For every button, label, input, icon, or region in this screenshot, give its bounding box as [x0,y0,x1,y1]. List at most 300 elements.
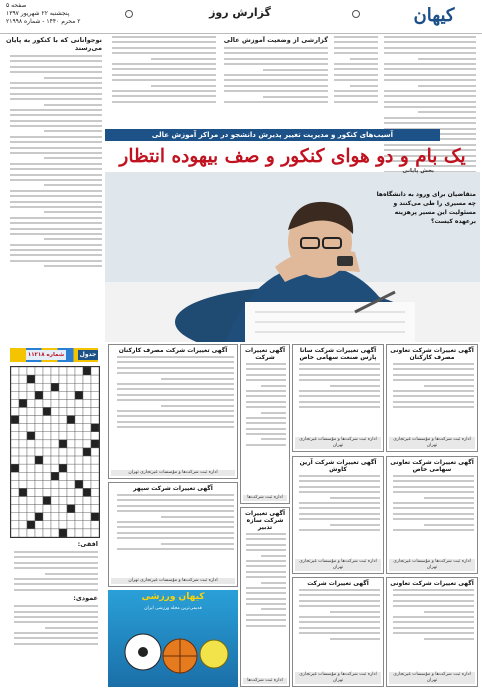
text-line [45,627,98,629]
crossword-cell [83,456,91,464]
crossword-cell [27,448,35,456]
text-line [299,486,380,488]
text-line [299,518,380,520]
ad-box [240,344,290,504]
text-line [384,106,476,108]
text-line [299,363,380,365]
crossword-cell [43,513,51,521]
text-line [14,643,98,645]
crossword-cell [83,432,91,440]
text-line [330,524,380,526]
crossword-black-cell [27,521,35,529]
crossword-cell [75,505,83,513]
text-line [393,480,474,482]
text-line [246,379,286,381]
crossword-cell [43,424,51,432]
crossword-black-cell [91,424,99,432]
text-line [393,368,474,370]
text-line [334,52,378,54]
text-line [299,491,380,493]
text-line [14,589,98,591]
crossword-cell [67,407,75,415]
text-line [10,152,102,154]
crossword-cell [27,391,35,399]
crossword-black-cell [11,416,19,424]
crossword-cell [19,456,27,464]
crossword-cell [75,407,83,415]
crossword-cell [67,497,75,505]
ad-box [386,344,478,452]
crossword-cell [67,440,75,448]
article-column-3 [332,36,378,126]
text-line [384,95,476,97]
text-line [393,491,474,493]
ad-title: آگهی تغییرات شرکت مصرف کارکنان [118,347,228,354]
text-line [393,594,474,596]
text-line [424,385,474,387]
text-line [44,157,102,159]
text-line [10,244,102,246]
text-line [246,401,286,403]
crossword-cell [83,505,91,513]
text-line [261,385,286,387]
classified-ads [108,344,478,689]
text-line [44,130,102,132]
text-line [384,117,476,119]
crossword-cell [51,399,59,407]
crossword-cell [11,472,19,480]
text-line [117,361,234,363]
crossword-cell [83,440,91,448]
text-line [14,616,98,618]
text-line [10,222,102,224]
text-line [299,594,380,596]
text-line [10,120,102,122]
text-line [330,611,380,613]
text-line [117,410,234,412]
crossword-cell [19,521,27,529]
text-line [299,589,380,591]
crossword-cell [51,407,59,415]
crossword-cell [67,383,75,391]
text-line [393,401,474,403]
crossword-cell [83,513,91,521]
text-line [393,406,474,408]
text-line [112,63,216,65]
crossword-cell [35,416,43,424]
crossword-cell [27,440,35,448]
crossword-cell [91,432,99,440]
text-line [224,52,328,54]
article-byline: بخش پایانی [402,168,434,174]
text-line [246,422,286,424]
crossword-cell [43,464,51,472]
text-line [117,367,234,369]
crossword-cell [91,448,99,456]
text-line [161,516,234,518]
text-line [10,249,102,251]
crossword-black-cell [43,497,51,505]
crossword-cell [83,407,91,415]
crossword-cell [27,480,35,488]
crossword-cell [59,480,67,488]
text-line [330,385,380,387]
text-line [117,499,234,501]
crossword-cell [35,488,43,496]
ad-title: آگهی تغییرات شرکت آرین کاوش [299,459,377,473]
crossword-cell [75,399,83,407]
text-line [10,136,102,138]
crossword-cell [67,432,75,440]
text-line [299,627,380,629]
crossword-cell [19,375,27,383]
crossword-cell [91,464,99,472]
ad-box [386,456,478,574]
text-line [151,58,216,60]
text-line [263,96,328,98]
registration-mark-icon [352,10,360,18]
crossword-cell [43,416,51,424]
crossword-cell [11,521,19,529]
crossword-black-cell [27,432,35,440]
crossword-cell [67,448,75,456]
crossword-cell [59,513,67,521]
crossword-cell [67,472,75,480]
crossword-black-cell [91,440,99,448]
crossword-black-cell [51,472,59,480]
crossword-cell [43,383,51,391]
crossword-cell [27,416,35,424]
ad-footer: اداره ثبت شرکت‌ها و مؤسسات غیرتجاری تهران [295,559,381,571]
text-line [393,605,474,607]
crossword-cell [51,416,59,424]
text-line [299,632,380,634]
text-line [112,79,216,81]
crossword-cell [43,375,51,383]
crossword-cell [43,440,51,448]
text-line [384,101,476,103]
crossword-black-cell [75,480,83,488]
crossword-cell [59,416,67,424]
crossword-cell [75,440,83,448]
crossword-cell [35,505,43,513]
crossword-cell [91,472,99,480]
crossword-cell [59,488,67,496]
text-line [261,555,286,557]
crossword-cell [51,367,59,375]
text-line [246,619,286,621]
text-line [334,41,378,43]
ad-footer: اداره ثبت شرکت‌ها [243,678,287,684]
text-line [117,494,234,496]
text-line [299,616,380,618]
text-line [334,90,378,92]
text-line [261,438,286,440]
text-line [299,475,380,477]
text-line [10,168,102,170]
crossword-cell [35,448,43,456]
article-banner: آسیب‌های کنکور و مدیریت تغییر پذیرش دانشجو در مراکز آموزش عالی [105,129,440,141]
crossword-cell [67,480,75,488]
ad-title: آگهی تغییرات شرکت سانا پارس صنعت سهامی خاص [299,347,377,361]
crossword-cell [83,521,91,529]
crossword-cell [83,529,91,537]
crossword-section [6,344,102,689]
crossword-cell [43,480,51,488]
text-line [393,632,474,634]
crossword-cell [91,505,99,513]
text-line [44,238,102,240]
crossword-cell [19,367,27,375]
crossword-cell [67,424,75,432]
text-line [334,74,378,76]
crossword-cell [67,375,75,383]
text-line [384,41,476,43]
crossword-cell [59,456,67,464]
text-line [112,90,216,92]
text-line [334,68,378,70]
crossword-cell [19,505,27,513]
crossword-cell [43,529,51,537]
crossword-cell [91,529,99,537]
crossword-cell [75,497,83,505]
crossword-cell [27,488,35,496]
text-line [246,363,286,365]
crossword-cell [19,383,27,391]
text-line [112,52,216,54]
crossword-cell [67,464,75,472]
text-line [330,638,380,640]
text-line [117,415,234,417]
text-line [334,63,378,65]
text-line [334,95,378,97]
crossword-cell [59,448,67,456]
folio-date: پنجشنبه ۲۲ شهریور ۱۳۹۷ [6,10,70,17]
text-line [117,421,234,423]
crossword-cell [51,440,59,448]
crossword-cell [75,367,83,375]
horizontal-clues-heading: افقی: [77,540,98,548]
crossword-cell [75,375,83,383]
text-line [14,583,98,585]
text-line [224,63,328,65]
text-line [10,125,102,127]
crossword-cell [35,399,43,407]
text-line [330,497,380,499]
crossword-cell [51,464,59,472]
crossword-cell [67,529,75,537]
crossword-cell [11,505,19,513]
text-line [393,627,474,629]
crossword-cell [75,472,83,480]
crossword-cell [11,480,19,488]
crossword-cell [19,424,27,432]
text-line [10,147,102,149]
text-line [224,101,328,103]
ad-title: آگهی تغییرات شرکت سازه تدبیر [244,510,286,531]
crossword-cell [35,375,43,383]
ad-box [386,577,478,687]
text-line [14,611,98,613]
text-line [10,163,102,165]
crossword-cell [83,375,91,383]
ad-box [240,507,290,687]
crossword-cell [51,391,59,399]
crossword-cell [75,424,83,432]
crossword-cell [19,416,27,424]
crossword-cell [19,513,27,521]
crossword-black-cell [83,448,91,456]
crossword-cell [83,464,91,472]
crossword-cell [59,505,67,513]
text-line [299,621,380,623]
text-line [246,560,286,562]
crossword-cell [27,399,35,407]
crossword-black-cell [35,391,43,399]
text-line [261,582,286,584]
crossword-cell [91,407,99,415]
ad-footer: اداره ثبت شرکت‌ها و مؤسسات غیرتجاری تهران [295,672,381,684]
crossword-cell [19,407,27,415]
crossword-cell [67,399,75,407]
text-line [10,260,102,262]
text-line [10,201,102,203]
text-line [112,74,216,76]
text-line [10,71,102,73]
text-line [14,621,98,623]
crossword-cell [51,424,59,432]
ad-footer: اداره ثبت شرکت‌ها و مؤسسات غیرتجاری تهران [389,559,475,571]
crossword-cell [67,513,75,521]
crossword-cell [19,497,27,505]
crossword-black-cell [59,440,67,448]
crossword-cell [91,399,99,407]
text-line [10,66,102,68]
article-column-2 [220,36,328,126]
crossword-cell [19,480,27,488]
text-line [393,379,474,381]
text-line [10,254,102,256]
vertical-clues-heading: عمودی: [73,594,98,603]
registration-mark-icon [125,10,133,18]
article-column-1 [108,36,216,126]
ad-box [108,344,238,479]
crossword-cell [91,521,99,529]
text-line [10,195,102,197]
crossword-black-cell [91,513,99,521]
crossword-cell [59,521,67,529]
text-line [299,374,380,376]
ad-footer: اداره ثبت شرکت‌ها و مؤسسات غیرتجاری تهران [389,672,475,684]
text-line [10,233,102,235]
crossword-cell [67,521,75,529]
text-line [246,603,286,605]
text-line [44,77,102,79]
crossword-cell [35,367,43,375]
crossword-cell [91,391,99,399]
folio-issue: ۲ محرم ۱۴۴۰ - شماره ۲۱۹۹۸ [6,18,81,25]
crossword-cell [59,407,67,415]
text-line [393,529,474,531]
crossword-cell [11,391,19,399]
text-line [261,412,286,414]
text-line [112,41,216,43]
ad-box [292,344,384,452]
text-line [117,399,234,401]
crossword-cell [35,529,43,537]
text-line [393,363,474,365]
crossword-cell [35,497,43,505]
crossword-cell [83,472,91,480]
crossword-cell [75,448,83,456]
text-line [246,538,286,540]
text-line [246,625,286,627]
crossword-cell [75,488,83,496]
crossword-cell [51,456,59,464]
text-line [246,549,286,551]
text-line [224,58,328,60]
text-line [10,55,102,57]
crossword-cell [67,456,75,464]
ad-title: آگهی تغییرات شرکت [307,580,369,587]
crossword-cell [91,375,99,383]
folio-page: صفحه ۵ [6,2,27,9]
crossword-black-cell [83,367,91,375]
crossword-cell [11,440,19,448]
text-line [112,36,216,38]
folio [6,2,116,26]
crossword-cell [51,448,59,456]
text-line [45,573,98,575]
text-line [44,265,102,267]
text-line [117,383,234,385]
crossword-cell [27,472,35,480]
crossword-cell [83,399,91,407]
text-line [393,374,474,376]
text-line [161,405,234,407]
ad-footer: اداره ثبت شرکت‌ها و مؤسسات غیرتجاری تهران [111,578,235,584]
crossword-cell [59,472,67,480]
text-line [334,79,378,81]
crossword-cell [11,424,19,432]
article-subheading: گزارشی از وضعیت آموزش عالی [223,36,328,44]
crossword-cell [19,529,27,537]
crossword-cell [11,456,19,464]
crossword-black-cell [11,464,19,472]
crossword-cell [91,497,99,505]
crossword-cell [27,513,35,521]
crossword-cell [59,424,67,432]
text-line [418,85,476,87]
text-line [246,571,286,573]
text-line [246,444,286,446]
crossword-black-cell [35,513,43,521]
crossword-cell [75,456,83,464]
text-line [334,101,378,103]
crossword-cell [59,399,67,407]
crossword-cell [43,472,51,480]
crossword-cell [43,488,51,496]
text-line [10,174,102,176]
text-line [418,58,476,60]
crossword-cell [51,375,59,383]
text-line [117,537,234,539]
crossword-cell [91,488,99,496]
crossword-cell [43,448,51,456]
text-line [112,95,216,97]
text-line [117,372,234,374]
text-line [112,101,216,103]
